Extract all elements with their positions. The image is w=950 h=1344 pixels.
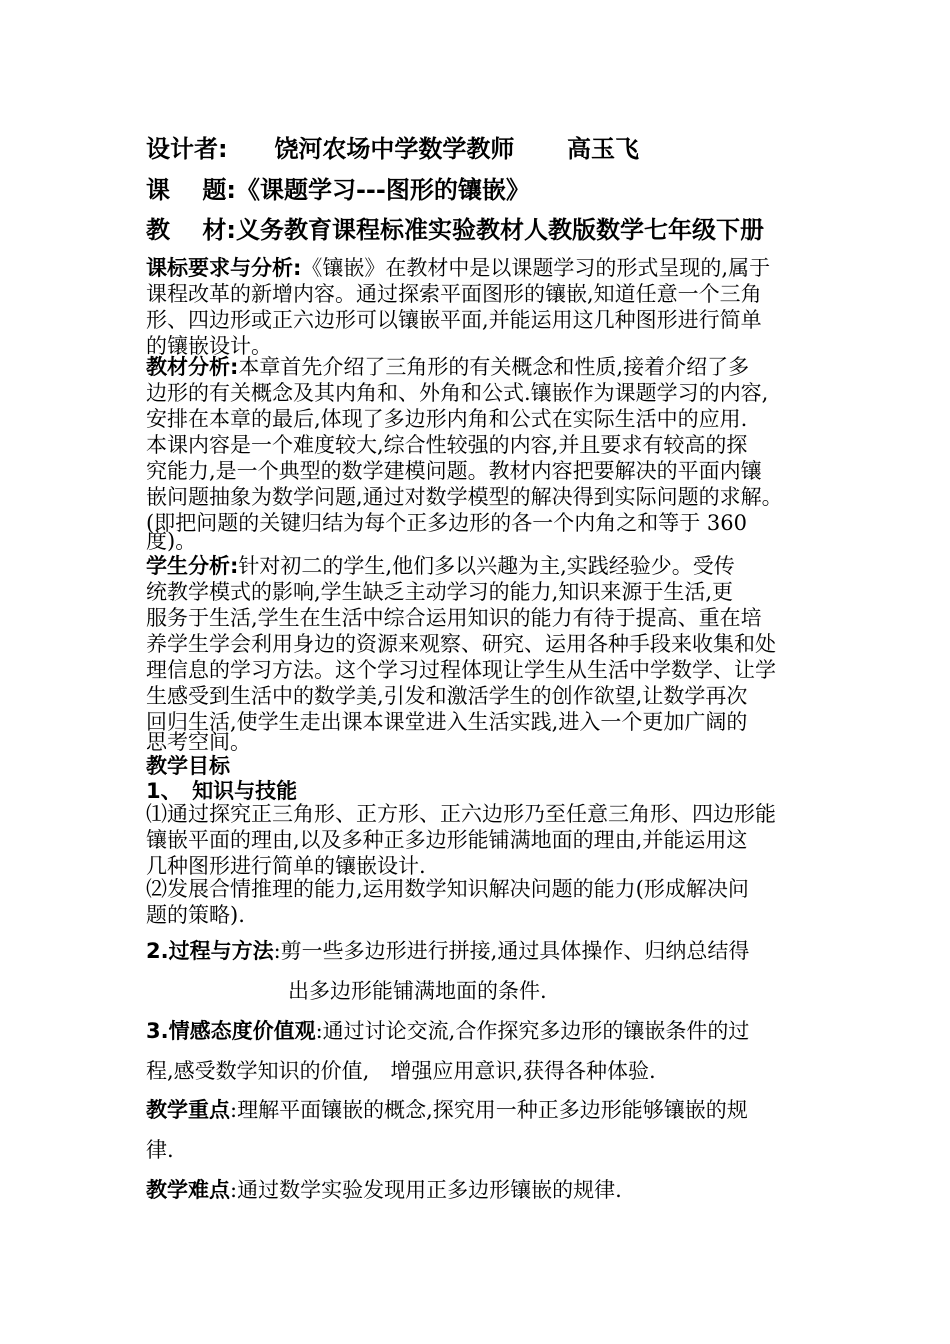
process-text: :剪一些多边形进行拼接,通过具体操作、归纳总结得 [273,939,750,963]
standards-line-4: 的镶嵌设计。 [146,334,272,358]
knowledge-line-1: ⑴通过探究正三角形、正方形、正六边形乃至任意三角形、四边形能 [146,802,776,826]
topic-label: 课 题: [146,176,236,204]
knowledge-line-3: 几种图形进行简单的镶嵌设计. [146,854,426,878]
textbook-line-2: 边形的有关概念及其内角和、外角和公式.镶嵌作为课题学习的内容, [146,381,769,405]
standards-line-1 [146,255,770,281]
process-label: 2.过程与方法 [146,939,274,963]
key-point-text: :理解平面镶嵌的概念,探究用一种正多边形能够镶嵌的规 [230,1098,748,1122]
students-line-4: 养学生学会利用身边的资源来观察、研究、运用各种手段来收集和处 [146,632,776,656]
textbook-line-5: 究能力,是一个典型的数学建模问题。教材内容把要解决的平面内镶 [146,459,762,483]
emotion-text: :通过讨论交流,合作探究多边形的镶嵌条件的过 [315,1019,750,1043]
emotion-line-2: 程,感受数学知识的价值, 增强应用意识,获得各种体验. [146,1059,656,1083]
students-text: 针对初二的学生,他们多以兴趣为主,实践经验少。受传 [238,554,735,578]
difficulty-text: :通过数学实验发现用正多边形镶嵌的规律. [230,1178,622,1202]
students-line-2: 统教学模式的影响,学生缺乏主动学习的能力,知识来源于生活,更 [146,580,734,604]
textbook-line-1 [146,354,749,380]
key-point-line-1 [146,1097,748,1123]
knowledge-line-2: 镶嵌平面的理由,以及多种正多边形能铺满地面的理由,并能运用这 [146,828,748,852]
topic-line [146,175,530,205]
students-line-6: 生感受到生活中的数学美,引发和激活学生的创作欲望,让数学再次 [146,684,748,708]
students-line-3: 服务于生活,学生在生活中综合运用知识的能力有待于提高、重在培 [146,606,762,630]
goals-heading: 教学目标 [146,754,230,778]
process-line-2: 出多边形能铺满地面的条件. [288,979,547,1003]
students-line-7: 回归生活,使学生走出课本课堂进入生活实践,进入一个更加广阔的 [146,710,748,734]
students-line-5: 理信息的学习方法。这个学习过程体现让学生从生活中学数学、让学 [146,658,776,682]
students-line-8: 思考空间。 [146,730,251,754]
material-value: 义务教育课程标准实验教材人教版数学七年级下册 [235,216,764,244]
difficulty-line-1 [146,1177,622,1203]
textbook-line-7: (即把问题的关键归结为每个正多边形的各一个内角之和等于 360 [146,511,747,535]
textbook-text: 本章首先介绍了三角形的有关概念和性质,接着介绍了多 [238,355,750,379]
standards-line-3: 形、四边形或正六边形可以镶嵌平面,并能运用这几种图形进行简单 [146,308,762,332]
textbook-label: 教材分析: [146,355,239,379]
standards-line-2: 课程改革的新增内容。通过探索平面图形的镶嵌,知道任意一个三角 [146,282,762,306]
designer-value: 饶河农场中学数学教师 [274,135,515,163]
textbook-line-4: 本课内容是一个难度较大,综合性较强的内容,并且要求有较高的探 [146,433,748,457]
standards-label: 课标要求与分析: [146,256,302,280]
difficulty-label: 教学难点 [146,1178,230,1202]
knowledge-line-5: 题的策略). [146,903,245,927]
standards-text: 《镶嵌》在教材中是以课题学习的形式呈现的,属于 [301,256,771,280]
students-label: 学生分析: [146,554,239,578]
textbook-line-8: 度)。 [146,529,197,553]
process-line-1 [146,938,749,964]
knowledge-line-4: ⑵发展合情推理的能力,运用数学知识解决问题的能力(形成解决问 [146,877,749,901]
textbook-line-6: 嵌问题抽象为数学问题,通过对数学模型的解决得到实际问题的求解。 [146,485,783,509]
material-line [146,215,764,245]
knowledge-heading: 1、 知识与技能 [146,779,298,803]
topic-value: 《课题学习---图形的镶嵌》 [235,176,530,204]
material-label: 教 材: [146,216,236,244]
designer-label: 设计者: [146,135,228,163]
designer-line [146,134,639,164]
key-point-label: 教学重点 [146,1098,230,1122]
designer-name: 高玉飞 [567,135,640,163]
textbook-line-3: 安排在本章的最后,体现了多边形内角和公式在实际生活中的应用. [146,407,748,431]
emotion-label: 3.情感态度价值观 [146,1019,316,1043]
key-point-line-2: 律. [146,1138,174,1162]
students-line-1 [146,553,735,579]
emotion-line-1 [146,1018,749,1044]
